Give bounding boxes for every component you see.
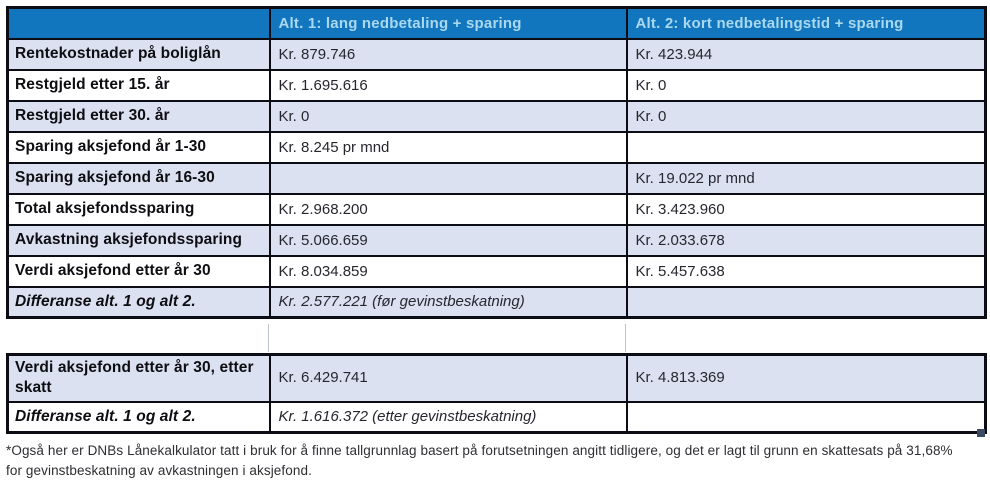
col-header-alt1: Alt. 1: lang nedbetaling + sparing: [270, 8, 627, 39]
table-row: [8, 70, 986, 101]
row-label-cell: Verdi aksjefond etter år 30: [8, 256, 270, 287]
alt2-value-cell: Kr. 2.033.678: [627, 225, 986, 256]
alt2-value-cell: Kr. 0: [627, 101, 986, 132]
row-label-cell: Restgjeld etter 30. år: [8, 101, 270, 132]
alt2-value-cell: [627, 402, 986, 433]
table-row: [8, 163, 986, 194]
table-row: [8, 355, 986, 402]
footnote-line-2: for gevinstbeskatning av avkastningen i aksjefond.: [6, 463, 312, 478]
alt2-value-cell: Kr. 3.423.960: [627, 194, 986, 225]
table-row: [8, 194, 986, 225]
alt1-value-cell: Kr. 2.968.200: [270, 194, 627, 225]
header-row: [8, 8, 986, 39]
alt1-value-cell: Kr. 0: [270, 101, 627, 132]
row-label-cell: Rentekostnader på boliglån: [8, 39, 270, 70]
alt1-value-cell: Kr. 1.695.616: [270, 70, 627, 101]
alt2-value-cell: Kr. 0: [627, 70, 986, 101]
row-label-cell: Verdi aksjefond etter år 30, etter skatt: [8, 355, 270, 402]
alt1-value-cell: Kr. 8.034.859: [270, 256, 627, 287]
alt2-value-cell: Kr. 423.944: [627, 39, 986, 70]
alt2-value-cell: Kr. 5.457.638: [627, 256, 986, 287]
row-label-cell: Total aksjefondssparing: [8, 194, 270, 225]
table-row: [8, 101, 986, 132]
row-label-cell: Sparing aksjefond år 16-30: [8, 163, 270, 194]
alt1-value-cell: Kr. 5.066.659: [270, 225, 627, 256]
row-label-cell: Avkastning aksjefondssparing: [8, 225, 270, 256]
alt2-value-cell: [627, 132, 986, 163]
table-row: [8, 225, 986, 256]
comparison-table: [6, 6, 987, 319]
column-guide-line: [268, 324, 269, 352]
column-guide-line: [625, 324, 626, 352]
alt1-value-cell: Kr. 6.429.741: [270, 355, 627, 402]
table-row: [8, 39, 986, 70]
row-label-cell: Differanse alt. 1 og alt 2.: [8, 402, 270, 433]
alt1-value-cell: Kr. 8.245 pr mnd: [270, 132, 627, 163]
row-label-cell: Restgjeld etter 15. år: [8, 70, 270, 101]
after-tax-table: [6, 353, 987, 434]
alt2-value-cell: Kr. 4.813.369: [627, 355, 986, 402]
alt2-value-cell: [627, 287, 986, 318]
selection-fill-handle: [977, 429, 985, 437]
row-label-cell: Sparing aksjefond år 1-30: [8, 132, 270, 163]
alt1-value-cell: Kr. 1.616.372 (etter gevinstbeskatning): [270, 402, 627, 433]
alt1-value-cell: Kr. 879.746: [270, 39, 627, 70]
table-row: [8, 256, 986, 287]
alt2-value-cell: Kr. 19.022 pr mnd: [627, 163, 986, 194]
footnote-line-1: *Også her er DNBs Lånekalkulator tatt i bruk for å finne tallgrunnlag basert på forutsetningen angitt tidligere, og det er lagt til grunn en skattesats på 31,68%: [6, 443, 953, 458]
table-row: [8, 132, 986, 163]
col-header-alt2: Alt. 2: kort nedbetalingstid + sparing: [627, 8, 986, 39]
alt1-value-cell: Kr. 2.577.221 (før gevinstbeskatning): [270, 287, 627, 318]
row-label-cell: Differanse alt. 1 og alt 2.: [8, 287, 270, 318]
alt1-value-cell: [270, 163, 627, 194]
table-row-differanse: [8, 402, 986, 433]
footnote: [6, 441, 986, 481]
table-row-differanse: [8, 287, 986, 318]
corner-header-cell: [8, 8, 270, 39]
